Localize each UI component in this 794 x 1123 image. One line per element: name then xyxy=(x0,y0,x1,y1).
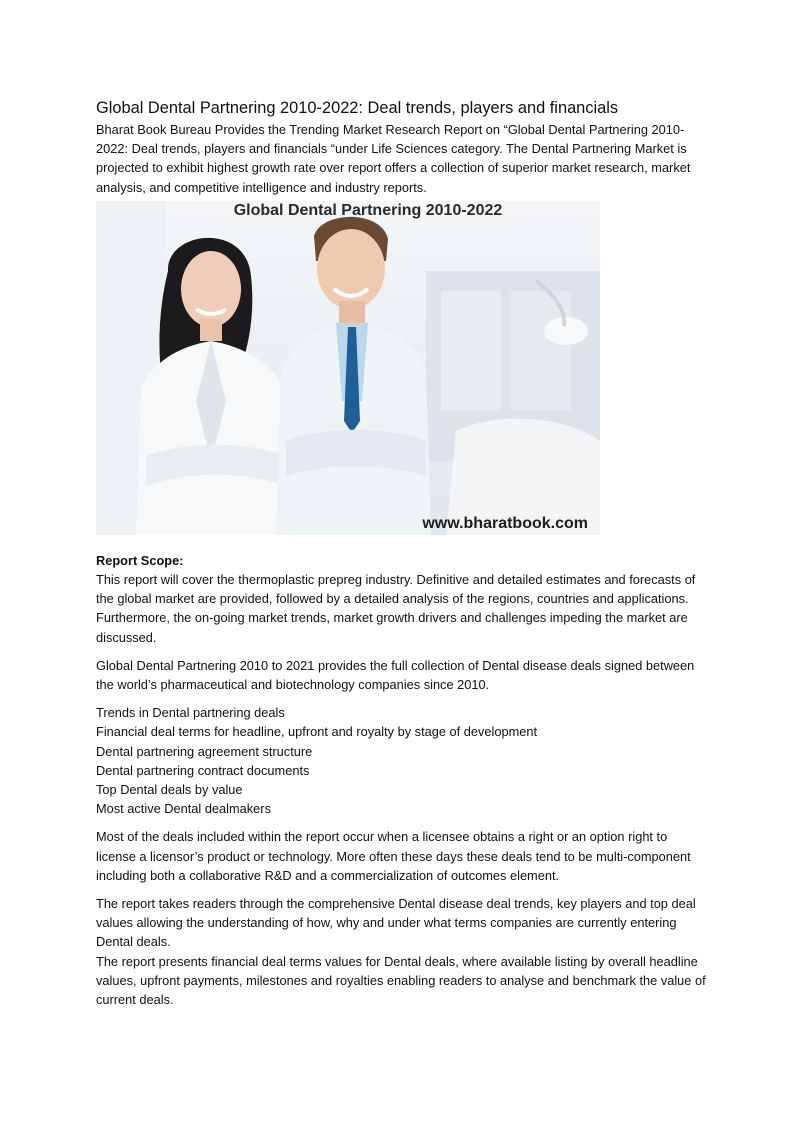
page-title: Global Dental Partnering 2010-2022: Deal trends, players and financials xyxy=(96,99,619,117)
list-item: Top Dental deals by value xyxy=(96,782,243,798)
paragraph-trends: The report takes readers through the comprehensive Dental disease deal trends, key players and top deal values allowing the understanding of how, why and under what terms companies are currently entering Dental deals. xyxy=(96,896,696,950)
cover-image-url: www.bharatbook.com xyxy=(422,514,588,532)
paragraph-financial-terms: The report presents financial deal terms values for Dental deals, where available listing by overall headline values, upfront payments, milestones and royalties enabling readers to analyse and benchmark the value of current deals. xyxy=(96,953,706,1008)
paragraph-collection: Global Dental Partnering 2010 to 2021 provides the full collection of Dental disease deals signed between the world’s pharmaceutical and biotechnology companies since 2010. xyxy=(96,657,695,693)
cover-image-title: Global Dental Partnering 2010-2022 xyxy=(233,201,503,219)
list-item: Trends in Dental partnering deals xyxy=(96,705,285,721)
report-contents-list xyxy=(96,703,706,818)
paragraph-deals: Most of the deals included within the report occur when a licensee obtains a right or an option right to license a licensor’s product or technology. More often these days these deals tend to be multi-component including both a collaborative R&D and a commercialization of outcomes element. xyxy=(96,829,691,883)
list-item: Dental partnering contract documents xyxy=(96,762,310,778)
list-item: Dental partnering agreement structure xyxy=(96,743,313,759)
list-item: Most active Dental dealmakers xyxy=(96,801,271,817)
document-page xyxy=(96,97,706,1009)
intro-paragraph: Bharat Book Bureau Provides the Trending Market Research Report on “Global Dental Partnering 2010-2022: Deal trends, players and financials “under Life Sciences category. The Dental Partnering Market is projected to exhibit highest growth rate over report offers a collection of superior market research, market analysis, and competitive intelligence and industry reports. xyxy=(96,122,691,195)
doctors-illustration xyxy=(96,201,600,535)
scope-heading: Report Scope: xyxy=(96,552,184,568)
report-cover-image xyxy=(96,201,600,535)
list-item: Financial deal terms for headline, upfront and royalty by stage of development xyxy=(96,724,538,740)
scope-paragraph: This report will cover the thermoplastic prepreg industry. Definitive and detailed estimates and forecasts of the global market are provided, followed by a detailed analysis of the regions, countries and applications. Furthermore, the on-going market trends, market growth drivers and challenges impeding the market are discussed. xyxy=(96,572,696,645)
